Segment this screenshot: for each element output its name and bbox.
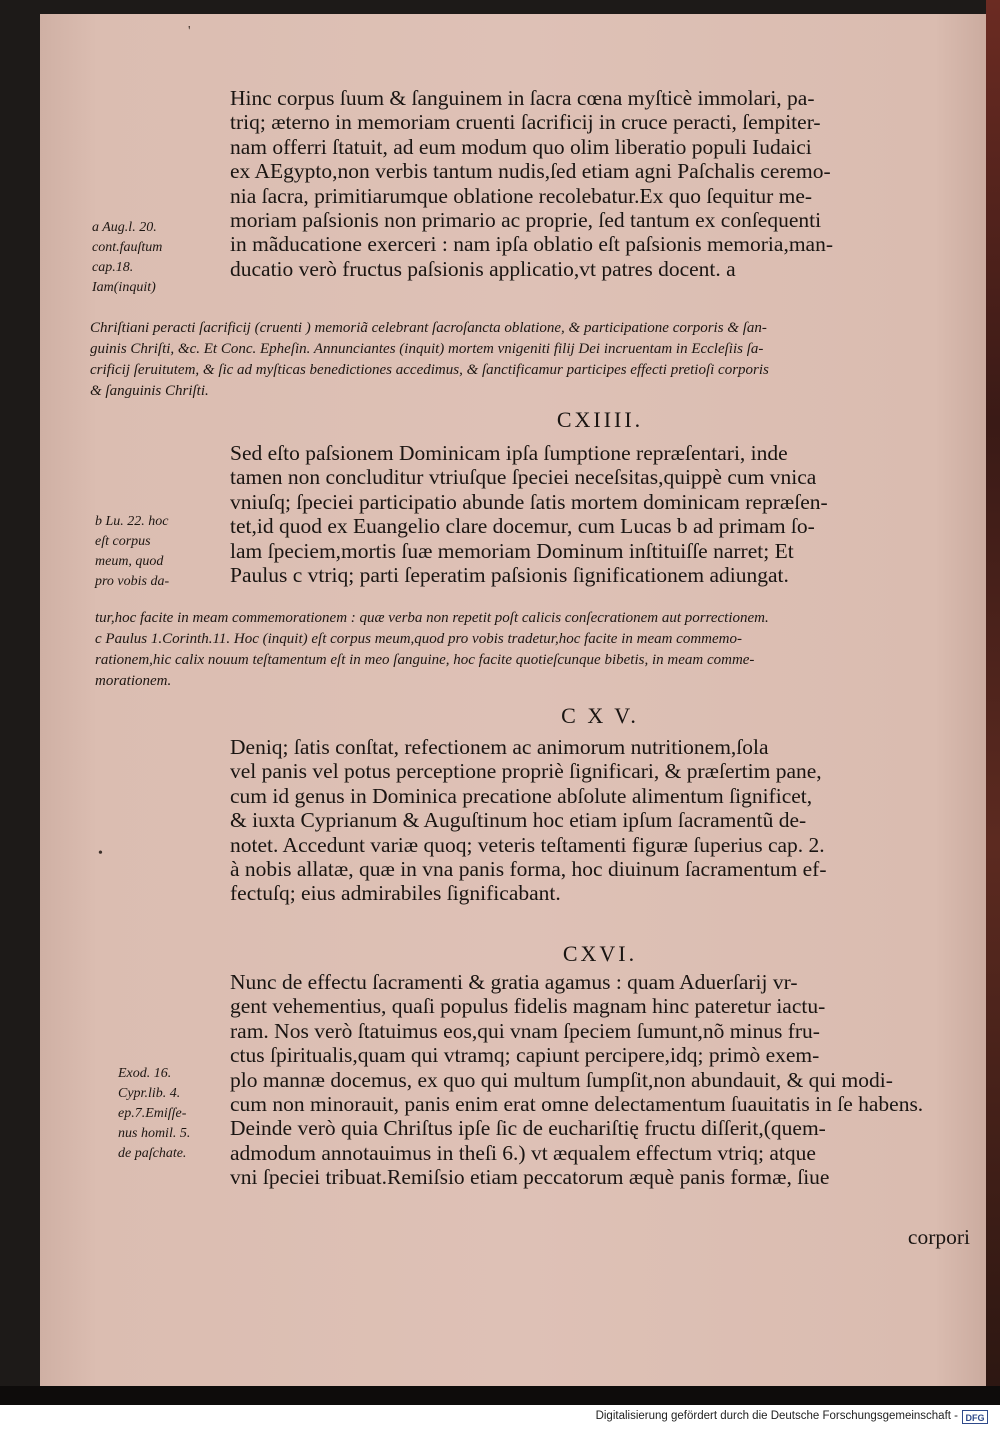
margin-line: b Lu. 22. hoc <box>95 514 169 529</box>
text-line: tet,id quod ex Euangelio clare docemur, cum Lucas b ad primam ſo- <box>230 514 815 539</box>
text-line: plo mannæ docemus, ex quo qui multum ſumpſit,non abundauit, & qui modi- <box>230 1067 893 1092</box>
text-line: ctus ſpiritualis,quam qui vtramq; capiunt percipere,idq; primò exem- <box>230 1043 820 1068</box>
text-line: Nunc de effectu ſacramenti & gratia agamus : quam Aduerſarij vr- <box>230 970 798 994</box>
text-line: gent vehementius, quaſi populus fidelis magnam hinc pateretur iactu- <box>230 994 826 1019</box>
margin-line: pro vobis da- <box>95 574 170 589</box>
funding-credit: Digitalisierung gefördert durch die Deutsche Forschungsgemeinschaft - <box>595 1410 958 1422</box>
footnote-line: & ſanguinis Chriſti. <box>90 383 209 399</box>
text-line: ram. Nos verò ſtatuimus eos,qui vnam ſpeciem ſumunt,nõ minus fru- <box>230 1018 820 1043</box>
section-heading-cxv: C X V. <box>561 703 639 728</box>
text-line: moriam paſsionis non primario ac proprie, ſed tantum ex conſequenti <box>230 208 822 233</box>
text-line: in mãducatione exerceri : nam ipſa oblatio eſt paſsionis memoria,man- <box>230 232 833 257</box>
text-line: Paulus c vtriq; parti ſeperatim paſsionis ſignificationem adiungat. <box>230 563 789 588</box>
margin-note-exod <box>118 1064 258 1164</box>
text-line: lam ſpeciem,mortis ſuæ memoriam Dominum inſtituiſſe narret; Et <box>230 538 794 563</box>
footnote-line: rationem,hic calix nouum teſtamentum eſt in meo ſanguine, hoc facite quotieſcunque bibetis, in meam comme- <box>95 652 755 668</box>
margin-line: Exod. 16. <box>118 1066 172 1081</box>
text-line: ex AEgypto,non verbis tantum nudis,ſed etiam agni Paſchalis ceremo- <box>230 159 831 184</box>
text-line: Deniq; ſatis conſtat, refectionem ac animorum nutritionem,ſola <box>230 735 769 759</box>
margin-line: de paſchate. <box>118 1146 187 1161</box>
text-line: cum id genus in Dominica precatione abſolute alimentum ſignificet, <box>230 783 813 808</box>
footnote-line: Chriſtiani peracti ſacrificij (cruenti ) memoriã celebrant ſacroſancta oblatione, & participatione corporis & ſan- <box>90 320 767 336</box>
text-line: & iuxta Cyprianum & Auguſtinum hoc etiam ipſum ſacramentũ de- <box>230 808 807 833</box>
footnote-line: morationem. <box>95 673 172 689</box>
section-heading-cxvi: CXVI. <box>562 941 638 966</box>
margin-note-a <box>92 218 232 298</box>
margin-line: Cypr.lib. 4. <box>118 1086 181 1101</box>
text-line: vni ſpeciei tribuat.Remiſsio etiam peccatorum æquè panis formæ, ſiue <box>230 1165 830 1190</box>
margin-note-b <box>95 512 235 592</box>
margin-line: ep.7.Emiſſe- <box>118 1106 187 1121</box>
text-line: tamen non concluditur vtriuſque ſpeciei neceſsitas,quippè cum vnica <box>230 465 817 490</box>
margin-line: eſt corpus <box>95 534 151 549</box>
footnote-line: guinis Chriſti, &c. Et Conc. Epheſin. Annunciantes (inquit) mortem vnigeniti filij Dei incruentam in Eccleſiis ſa- <box>90 341 764 357</box>
section-cxv-paragraph <box>230 735 970 906</box>
intro-paragraph <box>230 86 970 281</box>
text-line: nia ſacra, primitiarumque oblatione recolebatur.Ex quo ſequitur me- <box>230 183 813 208</box>
page-top-mark: ' <box>188 24 191 39</box>
text-line: admodum annotauimus in theſi 6.) vt æqualem effectum vtriq; atque <box>230 1140 816 1165</box>
text-line: cum non minorauit, panis enim erat omne delectamentum ſuauitatis in ſe habens. <box>230 1092 924 1117</box>
section-cxiiii-paragraph <box>230 441 970 587</box>
text-line: nam offerri ſtatuit, ad eum modum quo olim liberatio populi Iudaici <box>230 134 812 159</box>
text-line: fectuſq; eius admirabiles ſignificabant. <box>230 881 561 906</box>
margin-line: cap.18. <box>92 260 134 275</box>
footnote-bc-block <box>95 608 975 692</box>
catchword: corpori <box>907 1225 970 1249</box>
text-line: triq; æterno in memoriam cruenti ſacrificij in cruce peracti, ſempiter- <box>230 110 821 135</box>
text-line: Hinc corpus ſuum & ſanguinem in ſacra cœna myſticè immolari, pa- <box>230 86 815 110</box>
text-line: notet. Accedunt variæ quoq; veteris teſtamenti figuræ ſuperius cap. 2. <box>230 832 825 857</box>
margin-line: a Aug.l. 20. <box>92 220 157 235</box>
section-heading-cxiiii: CXIIII. <box>556 407 644 432</box>
footnote-a-block <box>90 318 970 402</box>
margin-line: cont.fauſtum <box>92 240 163 255</box>
margin-line: nus homil. 5. <box>118 1126 191 1141</box>
footnote-line: crificij ſeruitutem, & ſic ad myſticas benedictiones accedimus, & ſanctificamur participes effecti pretioſi corporis <box>90 362 769 378</box>
text-line: Deinde verò quia Chriſtus ipſe ſic de euchariſtię fructu diſſerit,(quem- <box>230 1116 826 1141</box>
scan-bottom-edge <box>0 1386 1000 1405</box>
text-line: vel panis vel potus perceptione propriè ſignificari, & præſertim pane, <box>230 759 822 784</box>
text-line: ducatio verò fructus paſsionis applicatio,vt patres docent. a <box>230 256 736 281</box>
text-line: à nobis allatæ, quæ in vna panis forma, hoc diuinum ſacramentum ef- <box>230 857 827 882</box>
footer-bar <box>0 1405 1000 1429</box>
margin-dot: • <box>98 846 103 861</box>
footnote-line: c Paulus 1.Corinth.11. Hoc (inquit) eſt corpus meum,quod pro vobis tradetur,hoc facite in meam commemo- <box>95 631 742 647</box>
margin-line: meum, quod <box>95 554 164 569</box>
margin-line: Iam(inquit) <box>92 280 156 295</box>
text-line: vniuſq; ſpeciei participatio abunde ſatis mortem dominicam repræſen- <box>230 489 828 514</box>
text-line: Sed eſto paſsionem Dominicam ipſa ſumptione repræſentari, inde <box>230 441 788 465</box>
dfg-logo: DFG <box>962 1410 988 1424</box>
section-cxvi-paragraph <box>230 970 970 1190</box>
footnote-line: tur,hoc facite in meam commemorationem : quæ verba non repetit poſt calicis conſecrationem aut porrectionem. <box>95 610 769 626</box>
book-spine-edge <box>986 0 1000 1405</box>
